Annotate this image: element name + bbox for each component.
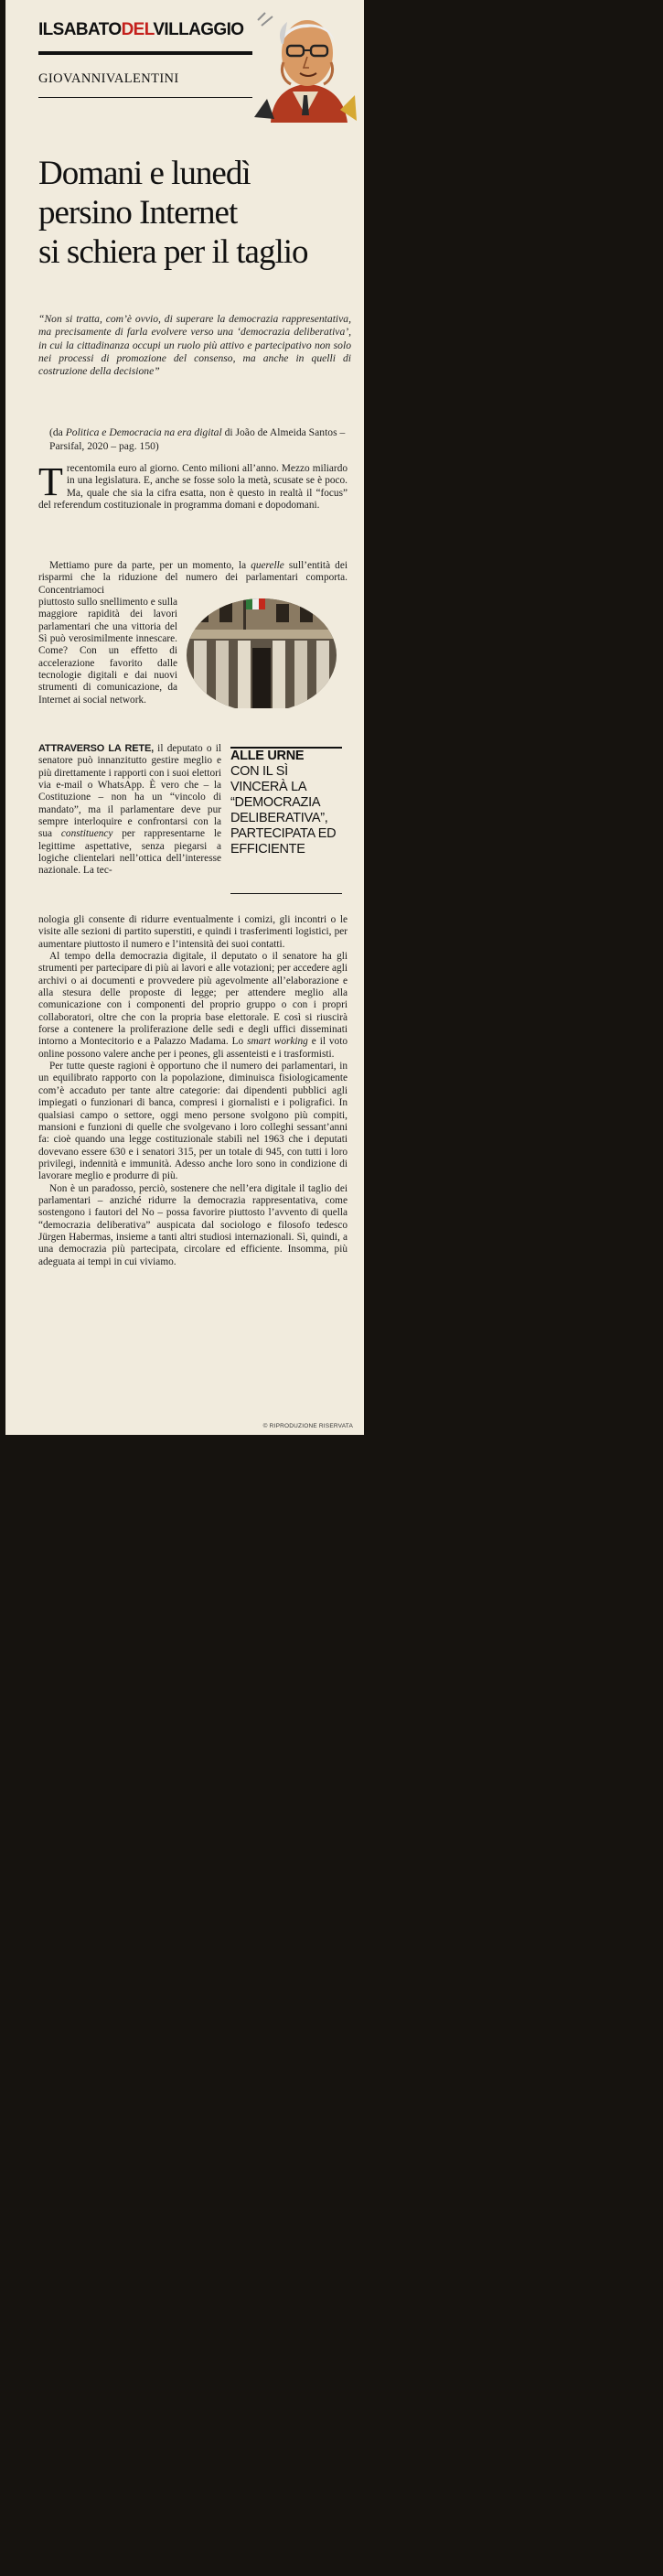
article-block-2a (38, 560, 348, 597)
paragraph-3-kicker: ATTRAVERSO LA RETE, (38, 743, 154, 754)
article-block-4 (38, 914, 348, 1268)
paragraph-6: Non è un paradosso, perciò, sostenere che nell’era digitale il taglio dei parlamentari – anziché ridurre la democrazia rappresentativa, come sostengono i fautori del No – possa favorire piuttosto l’avvento di quella “democrazia deliberativa” auspicata dal sociologo e filosofo tedesco Jürgen Habermas, insieme a tanti altri studiosi internazionali. Sì, quindi, a una democrazia più partecipata, circolare ed efficiente. Insomma, più adeguata ai tempi in cui viviamo. (38, 1182, 348, 1267)
column-title-part-3: VILLAGGIO (153, 20, 244, 39)
epigraph-source-prefix: (da (49, 426, 66, 438)
headline (38, 154, 349, 272)
epigraph-source-rest: di João de Almeida Santos – Parsifal, 2020 – pag. 150) (49, 426, 346, 452)
paragraph-1 (38, 459, 348, 512)
paragraph-2-opening: Mettiamo pure da parte, per un momento, la querelle sull’entità dei risparmi che la riduzione del numero dei parlamentari comporta. Concentriamoci (38, 560, 348, 596)
headline-line-2: persino Internet (38, 194, 238, 232)
paragraph-5: Per tutte queste ragioni è opportuno che il numero dei parlamentari, in un equilibrato rapporto con la popolazione, diminuisca fisiologicamente com’è accaduto per tante altre categorie: dai dipendenti pubblici agli impiegati o funzionari di banca, compresi i giornalisti e i poligrafici. In qualsiasi campo o settore, oggi meno persone svolgono più compiti, mansioni e funzioni di quelle che svolgevano i loro colleghi sessant’anni fa: cioè quando una legge costituzionale stabilì nel 1963 che i deputati dovevano essere 630 e i senatori 315, per un totale di 945, con tutti i loro privilegi, indennità e immunità. Adesso anche loro sono in condizione di lavorare meglio e produrre di più. (38, 1061, 348, 1182)
paragraph-4-text-a: Al tempo della democrazia digitale, il deputato o il senatore ha gli strumenti per partecipare di più ai lavori e alle votazioni; per accedere agli archivi o ai documenti e provvedere più agevolmente all’elaborazione e alla stesura delle proposte di legge; per attendere meglio alla comunicazione con i componenti del proprio gruppo o con i propri collaboratori, oltre che con la propria base elettorale. E così si riuscirà forse a contenere la proliferazione delle sedi e degli uffici disseminati intorno a Montecitorio e a Palazzo Madama. Lo (38, 951, 348, 1048)
newspaper-page (5, 0, 364, 1435)
column-title-part-2: DEL (121, 20, 154, 39)
column-title-part-1: ILSABATO (38, 20, 122, 39)
epigraph-source-title: Politica e Democracia na era digital (65, 426, 222, 438)
parliament-building-photo (185, 595, 338, 708)
author-portrait-illustration (252, 7, 358, 123)
paragraph-4 (38, 951, 348, 1061)
paragraph-1-text: recentomila euro al giorno. Cento milioni all’anno. Mezzo miliardo in una legislatura. E, anche se fosse solo la metà, scusate se è poco. Ma, quale che sia la cifra esatta, non è questo in realtà il “focus” del referendum costituzionale in programma domani e dopodomani. (38, 463, 348, 512)
headline-line-1: Domani e lunedì (38, 155, 251, 192)
pull-quote-text: CON IL SÌ VINCERÀ LA “DEMOCRAZIA DELIBERATIVA”, PARTECIPATA ED EFFICIENTE (230, 764, 337, 857)
pull-quote-lead: ALLE URNE (230, 749, 305, 763)
article-block-3 (38, 743, 221, 878)
article-block-1 (38, 459, 348, 512)
paragraph-2-continuation: piuttosto sullo snellimento e sulla maggiore rapidità dei lavori parlamentari che una vittoria del Sì può verosimilmente innescare. Come? Con un effetto di accelerazione favorito dalle tecnologie digitali e dai nuovi strumenti di comunicazione, da Internet ai social network. (38, 597, 177, 706)
pull-quote-bottom-rule (230, 893, 342, 894)
article-block-2b (38, 597, 177, 706)
paragraph-3: ATTRAVERSO LA RETE, il deputato o il senatore può innanzitutto gestire meglio e più direttamente i rapporti con i suoi elettori via e-mail o WhatsApp. È vero che – la Costituzione – non ha un “vincolo di mandato”, ma il parlamentare deve pur sempre interloquire e confrontarsi con la sua constituency per rappresentarne le legittime aspettative, senza piegarsi a logiche clientelari nell’ottica dell’interesse nazionale. La tec- (38, 743, 221, 877)
epigraph-quote: “Non si tratta, com’è ovvio, di superare la democrazia rappresentativa, ma precisamente di farla evolvere verso una ‘democrazia deliberativa’, in cui la cittadinanza occupi un ruolo più attivo e partecipativo non solo nei processi di promozione del consenso, ma anche in quelli di costruzione della decisione” (38, 313, 351, 378)
drop-cap: T (38, 459, 63, 504)
paragraph-4-text-b: e il voto online possono valere anche per i peones, gli assenteisti e i trasformisti. (38, 1036, 348, 1060)
pull-quote (230, 749, 342, 857)
headline-line-3: si schiera per il taglio (38, 233, 308, 271)
paragraph-3-end: nologia gli consente di ridurre eventualmente i comizi, gli incontri o le visite alle sezioni di partito superstiti, e quindi i trasferimenti logistici, per aumentare piuttosto il numero e l’intensità dei suoi contatti. (38, 914, 348, 950)
copyright-notice: © RIPRODUZIONE RISERVATA (262, 1423, 353, 1429)
epigraph-source (49, 426, 351, 453)
author-name: GIOVANNIVALENTINI (38, 71, 179, 86)
paragraph-4-italic: smart working (247, 1036, 308, 1048)
